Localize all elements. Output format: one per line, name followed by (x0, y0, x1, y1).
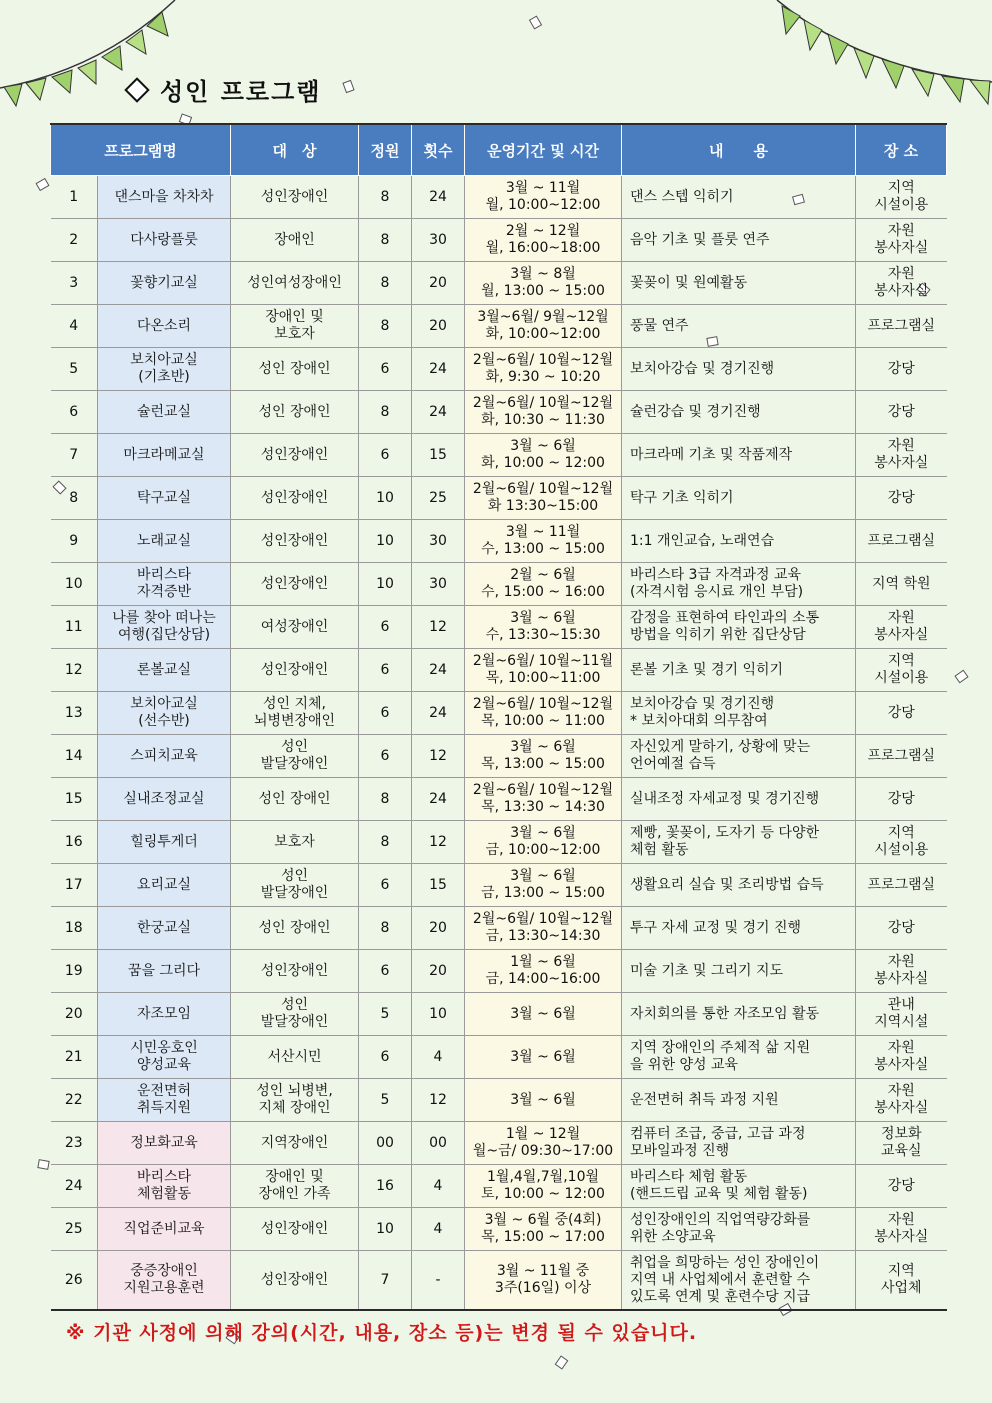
cell-period-time: 2월~6월/ 10월~12월 목, 13:30 ~ 14:30 (465, 778, 622, 821)
cell-period-time: 3월 ~ 6월 중(4회) 목, 15:00 ~ 17:00 (465, 1208, 622, 1251)
cell-program-name: 시민옹호인 양성교육 (98, 1036, 231, 1079)
cell-period-time: 3월 ~ 11월 수, 13:00 ~ 15:00 (465, 520, 622, 563)
cell-row-number: 20 (51, 993, 98, 1036)
cell-target: 성인 발달장애인 (231, 735, 359, 778)
cell-program-name: 탁구교실 (98, 477, 231, 520)
cell-content: 바리스타 체험 활동 (핸드드립 교육 및 체험 활동) (622, 1165, 856, 1208)
confetti-piece (342, 80, 354, 93)
cell-program-name: 중증장애인 지원고용훈련 (98, 1251, 231, 1311)
cell-place: 지역 시설이용 (856, 821, 947, 864)
table-row (51, 1251, 947, 1311)
cell-row-number: 5 (51, 348, 98, 391)
cell-place: 자원 봉사자실 (856, 262, 947, 305)
cell-target: 서산시민 (231, 1036, 359, 1079)
cell-target: 성인 장애인 (231, 778, 359, 821)
cell-row-number: 17 (51, 864, 98, 907)
cell-row-number: 25 (51, 1208, 98, 1251)
cell-capacity: 8 (359, 778, 412, 821)
cell-row-number: 26 (51, 1251, 98, 1311)
table-row (51, 391, 947, 434)
cell-place: 관내 지역시설 (856, 993, 947, 1036)
cell-capacity: 6 (359, 348, 412, 391)
cell-capacity: 00 (359, 1122, 412, 1165)
cell-content: 자치회의를 통한 자조모임 활동 (622, 993, 856, 1036)
cell-session-count: 12 (412, 821, 465, 864)
cell-capacity: 8 (359, 907, 412, 950)
cell-target: 성인장애인 (231, 1208, 359, 1251)
confetti-piece (37, 1159, 49, 1170)
cell-capacity: 8 (359, 305, 412, 348)
confetti-piece (954, 670, 968, 684)
cell-session-count: 15 (412, 434, 465, 477)
cell-capacity: 10 (359, 477, 412, 520)
cell-target: 성인장애인 (231, 477, 359, 520)
cell-program-name: 운전면허 취득지원 (98, 1079, 231, 1122)
cell-target: 성인장애인 (231, 176, 359, 219)
table-row (51, 606, 947, 649)
cell-place: 자원 봉사자실 (856, 1079, 947, 1122)
cell-capacity: 6 (359, 692, 412, 735)
cell-target: 지역장애인 (231, 1122, 359, 1165)
cell-content: 운전면허 취득 과정 지원 (622, 1079, 856, 1122)
table-row (51, 950, 947, 993)
cell-place: 프로그램실 (856, 864, 947, 907)
cell-row-number: 16 (51, 821, 98, 864)
page-title: 성인 프로그램 (160, 78, 322, 106)
cell-content: 자신있게 말하기, 상황에 맞는 언어예절 습득 (622, 735, 856, 778)
cell-program-name: 바리스타 체험활동 (98, 1165, 231, 1208)
table-row (51, 262, 947, 305)
cell-program-name: 꿈을 그리다 (98, 950, 231, 993)
cell-program-name: 실내조정교실 (98, 778, 231, 821)
cell-target: 성인여성장애인 (231, 262, 359, 305)
cell-row-number: 23 (51, 1122, 98, 1165)
cell-program-name: 바리스타 자격증반 (98, 563, 231, 606)
cell-target: 성인장애인 (231, 1251, 359, 1311)
table-row (51, 563, 947, 606)
cell-program-name: 댄스마을 차차차 (98, 176, 231, 219)
cell-content: 생활요리 실습 및 조리방법 습득 (622, 864, 856, 907)
cell-place: 강당 (856, 348, 947, 391)
cell-period-time: 2월~6월/ 10월~11월 목, 10:00~11:00 (465, 649, 622, 692)
cell-row-number: 1 (51, 176, 98, 219)
cell-row-number: 18 (51, 907, 98, 950)
cell-target: 여성장애인 (231, 606, 359, 649)
diamond-icon (124, 77, 149, 102)
cell-period-time: 2월 ~ 12월 월, 16:00~18:00 (465, 219, 622, 262)
cell-session-count: 20 (412, 907, 465, 950)
cell-target: 성인 뇌병변, 지체 장애인 (231, 1079, 359, 1122)
cell-place: 강당 (856, 778, 947, 821)
table-row (51, 864, 947, 907)
cell-row-number: 19 (51, 950, 98, 993)
cell-session-count: 24 (412, 348, 465, 391)
notice-text: ※ 기관 사정에 의해 강의(시간, 내용, 장소 등)는 변경 될 수 있습니다. (66, 1322, 698, 1344)
cell-program-name: 다온소리 (98, 305, 231, 348)
cell-program-name: 나를 찾아 떠나는 여행(집단상담) (98, 606, 231, 649)
table-row (51, 520, 947, 563)
cell-place: 자원 봉사자실 (856, 950, 947, 993)
table-row (51, 692, 947, 735)
cell-period-time: 3월 ~ 6월 수, 13:30~15:30 (465, 606, 622, 649)
cell-period-time: 3월~6월/ 9월~12월 화, 10:00~12:00 (465, 305, 622, 348)
cell-target: 성인 장애인 (231, 348, 359, 391)
cell-content: 탁구 기초 익히기 (622, 477, 856, 520)
cell-capacity: 6 (359, 735, 412, 778)
cell-capacity: 5 (359, 993, 412, 1036)
table-row (51, 305, 947, 348)
cell-program-name: 한궁교실 (98, 907, 231, 950)
cell-row-number: 9 (51, 520, 98, 563)
cell-program-name: 스피치교육 (98, 735, 231, 778)
cell-row-number: 13 (51, 692, 98, 735)
cell-period-time: 3월 ~ 6월 (465, 1036, 622, 1079)
table-row (51, 1079, 947, 1122)
cell-row-number: 6 (51, 391, 98, 434)
page-title-row (128, 72, 321, 107)
cell-target: 성인 발달장애인 (231, 864, 359, 907)
cell-period-time: 1월 ~ 6월 금, 14:00~16:00 (465, 950, 622, 993)
table-row (51, 1036, 947, 1079)
cell-content: 보치아강습 및 경기진행 * 보치아대회 의무참여 (622, 692, 856, 735)
header-count: 횟수 (412, 124, 465, 176)
cell-place: 자원 봉사자실 (856, 1036, 947, 1079)
header-content: 내 용 (622, 124, 856, 176)
bunting-left (0, 0, 200, 130)
cell-row-number: 4 (51, 305, 98, 348)
cell-place: 강당 (856, 692, 947, 735)
cell-capacity: 10 (359, 1208, 412, 1251)
cell-period-time: 3월 ~ 6월 (465, 1079, 622, 1122)
cell-row-number: 8 (51, 477, 98, 520)
cell-place: 강당 (856, 477, 947, 520)
header-program-name: 프로그램명 (51, 124, 231, 176)
cell-session-count: 4 (412, 1036, 465, 1079)
cell-capacity: 10 (359, 563, 412, 606)
cell-period-time: 1월,4월,7월,10월 토, 10:00 ~ 12:00 (465, 1165, 622, 1208)
cell-content: 미술 기초 및 그리기 지도 (622, 950, 856, 993)
cell-session-count: 12 (412, 1079, 465, 1122)
confetti-piece (529, 15, 542, 29)
cell-target: 성인 장애인 (231, 391, 359, 434)
cell-period-time: 3월 ~ 6월 (465, 993, 622, 1036)
cell-place: 자원 봉사자실 (856, 434, 947, 477)
cell-content: 성인장애인의 직업역량강화를 위한 소양교육 (622, 1208, 856, 1251)
cell-place: 강당 (856, 1165, 947, 1208)
cell-target: 성인장애인 (231, 434, 359, 477)
cell-target: 장애인 (231, 219, 359, 262)
cell-place: 지역 사업체 (856, 1251, 947, 1311)
cell-content: 음악 기초 및 플룻 연주 (622, 219, 856, 262)
confetti-piece (555, 1355, 569, 1369)
cell-program-name: 보치아교실 (기초반) (98, 348, 231, 391)
cell-capacity: 6 (359, 864, 412, 907)
cell-session-count: 24 (412, 176, 465, 219)
cell-target: 성인장애인 (231, 563, 359, 606)
cell-session-count: 30 (412, 219, 465, 262)
cell-place: 프로그램실 (856, 735, 947, 778)
cell-capacity: 8 (359, 219, 412, 262)
cell-target: 성인 장애인 (231, 907, 359, 950)
cell-capacity: 10 (359, 520, 412, 563)
cell-place: 프로그램실 (856, 305, 947, 348)
cell-capacity: 8 (359, 821, 412, 864)
cell-content: 바리스타 3급 자격과정 교육 (자격시험 응시료 개인 부담) (622, 563, 856, 606)
table-row (51, 348, 947, 391)
cell-content: 제빵, 꽃꽂이, 도자기 등 다양한 체험 활동 (622, 821, 856, 864)
cell-period-time: 2월~6월/ 10월~12월 금, 13:30~14:30 (465, 907, 622, 950)
cell-content: 마크라메 기초 및 작품제작 (622, 434, 856, 477)
cell-row-number: 15 (51, 778, 98, 821)
cell-program-name: 자조모임 (98, 993, 231, 1036)
cell-content: 지역 장애인의 주체적 삶 지원 을 위한 양성 교육 (622, 1036, 856, 1079)
table-row (51, 778, 947, 821)
cell-session-count: 30 (412, 563, 465, 606)
header-place: 장 소 (856, 124, 947, 176)
cell-session-count: 4 (412, 1208, 465, 1251)
table-row (51, 1165, 947, 1208)
confetti-piece (35, 178, 49, 191)
cell-row-number: 3 (51, 262, 98, 305)
table-row (51, 434, 947, 477)
cell-row-number: 21 (51, 1036, 98, 1079)
cell-session-count: 12 (412, 606, 465, 649)
cell-program-name: 힐링투게더 (98, 821, 231, 864)
table-row (51, 649, 947, 692)
cell-place: 자원 봉사자실 (856, 1208, 947, 1251)
header-period: 운영기간 및 시간 (465, 124, 622, 176)
cell-period-time: 2월~6월/ 10월~12월 화, 9:30 ~ 10:20 (465, 348, 622, 391)
cell-session-count: 20 (412, 262, 465, 305)
cell-capacity: 6 (359, 649, 412, 692)
cell-row-number: 12 (51, 649, 98, 692)
cell-content: 투구 자세 교정 및 경기 진행 (622, 907, 856, 950)
cell-session-count: 24 (412, 649, 465, 692)
cell-capacity: 6 (359, 434, 412, 477)
cell-capacity: 6 (359, 1036, 412, 1079)
cell-program-name: 론볼교실 (98, 649, 231, 692)
cell-row-number: 2 (51, 219, 98, 262)
table-row (51, 735, 947, 778)
cell-period-time: 3월 ~ 6월 금, 13:00 ~ 15:00 (465, 864, 622, 907)
header-capacity: 정원 (359, 124, 412, 176)
header-target: 대 상 (231, 124, 359, 176)
cell-place: 지역 시설이용 (856, 649, 947, 692)
cell-place: 강당 (856, 391, 947, 434)
cell-content: 꽃꽂이 및 원예활동 (622, 262, 856, 305)
table-row (51, 477, 947, 520)
cell-capacity: 6 (359, 950, 412, 993)
cell-session-count: 10 (412, 993, 465, 1036)
cell-session-count: 12 (412, 735, 465, 778)
table-header-row (51, 124, 947, 176)
cell-row-number: 24 (51, 1165, 98, 1208)
cell-capacity: 7 (359, 1251, 412, 1311)
cell-capacity: 16 (359, 1165, 412, 1208)
cell-target: 성인장애인 (231, 520, 359, 563)
cell-session-count: 15 (412, 864, 465, 907)
cell-target: 성인장애인 (231, 649, 359, 692)
cell-period-time: 3월 ~ 11월 중 3주(16일) 이상 (465, 1251, 622, 1311)
cell-content: 론볼 기초 및 경기 익히기 (622, 649, 856, 692)
cell-row-number: 14 (51, 735, 98, 778)
cell-content: 풍물 연주 (622, 305, 856, 348)
cell-program-name: 보치아교실 (선수반) (98, 692, 231, 735)
cell-capacity: 8 (359, 262, 412, 305)
cell-capacity: 8 (359, 176, 412, 219)
cell-program-name: 노래교실 (98, 520, 231, 563)
cell-program-name: 요리교실 (98, 864, 231, 907)
cell-place: 강당 (856, 907, 947, 950)
cell-target: 성인 발달장애인 (231, 993, 359, 1036)
table-row (51, 907, 947, 950)
cell-row-number: 10 (51, 563, 98, 606)
cell-session-count: 24 (412, 692, 465, 735)
table-row (51, 993, 947, 1036)
cell-session-count: 00 (412, 1122, 465, 1165)
cell-session-count: 25 (412, 477, 465, 520)
cell-program-name: 꽃향기교실 (98, 262, 231, 305)
cell-row-number: 22 (51, 1079, 98, 1122)
cell-place: 지역 학원 (856, 563, 947, 606)
cell-session-count: 4 (412, 1165, 465, 1208)
cell-period-time: 2월~6월/ 10월~12월 화 13:30~15:00 (465, 477, 622, 520)
cell-period-time: 1월 ~ 12월 월~금/ 09:30~17:00 (465, 1122, 622, 1165)
bunting-right (772, 0, 992, 110)
cell-session-count: 20 (412, 950, 465, 993)
cell-row-number: 7 (51, 434, 98, 477)
cell-content: 보치아강습 및 경기진행 (622, 348, 856, 391)
cell-session-count: 24 (412, 778, 465, 821)
cell-program-name: 마크라메교실 (98, 434, 231, 477)
cell-program-name: 다사랑플룻 (98, 219, 231, 262)
cell-content: 컴퓨터 조급, 중급, 고급 과정 모바일과정 진행 (622, 1122, 856, 1165)
cell-period-time: 3월 ~ 6월 목, 13:00 ~ 15:00 (465, 735, 622, 778)
cell-session-count: - (412, 1251, 465, 1311)
table-row (51, 1208, 947, 1251)
cell-content: 1:1 개인교습, 노래연습 (622, 520, 856, 563)
cell-target: 장애인 및 장애인 가족 (231, 1165, 359, 1208)
table-row (51, 176, 947, 219)
cell-period-time: 3월 ~ 6월 금, 10:00~12:00 (465, 821, 622, 864)
cell-period-time: 2월~6월/ 10월~12월 목, 10:00 ~ 11:00 (465, 692, 622, 735)
cell-session-count: 30 (412, 520, 465, 563)
cell-program-name: 직업준비교육 (98, 1208, 231, 1251)
cell-place: 자원 봉사자실 (856, 606, 947, 649)
cell-content: 감정을 표현하여 타인과의 소통 방법을 익히기 위한 집단상담 (622, 606, 856, 649)
table-row (51, 821, 947, 864)
cell-content: 슐런강습 및 경기진행 (622, 391, 856, 434)
cell-period-time: 2월~6월/ 10월~12월 화, 10:30 ~ 11:30 (465, 391, 622, 434)
table-row (51, 219, 947, 262)
cell-place: 지역 시설이용 (856, 176, 947, 219)
cell-place: 프로그램실 (856, 520, 947, 563)
cell-session-count: 24 (412, 391, 465, 434)
cell-target: 성인 지체, 뇌병변장애인 (231, 692, 359, 735)
cell-period-time: 3월 ~ 11월 월, 10:00~12:00 (465, 176, 622, 219)
cell-capacity: 8 (359, 391, 412, 434)
cell-capacity: 6 (359, 606, 412, 649)
cell-content: 실내조정 자세교정 및 경기진행 (622, 778, 856, 821)
cell-capacity: 5 (359, 1079, 412, 1122)
cell-place: 정보화 교육실 (856, 1122, 947, 1165)
cell-target: 장애인 및 보호자 (231, 305, 359, 348)
cell-session-count: 20 (412, 305, 465, 348)
cell-program-name: 정보화교육 (98, 1122, 231, 1165)
table-body (51, 176, 947, 1311)
table-row (51, 1122, 947, 1165)
cell-period-time: 2월 ~ 6월 수, 15:00 ~ 16:00 (465, 563, 622, 606)
cell-target: 성인장애인 (231, 950, 359, 993)
cell-content: 취업을 희망하는 성인 장애인이 지역 내 사업체에서 훈련할 수 있도록 연계 및 훈련수당 지급 (622, 1251, 856, 1311)
cell-row-number: 11 (51, 606, 98, 649)
cell-period-time: 3월 ~ 6월 화, 10:00 ~ 12:00 (465, 434, 622, 477)
cell-target: 보호자 (231, 821, 359, 864)
cell-program-name: 슐런교실 (98, 391, 231, 434)
cell-content: 댄스 스텝 익히기 (622, 176, 856, 219)
program-table (50, 123, 947, 1311)
cell-place: 자원 봉사자실 (856, 219, 947, 262)
cell-period-time: 3월 ~ 8월 월, 13:00 ~ 15:00 (465, 262, 622, 305)
